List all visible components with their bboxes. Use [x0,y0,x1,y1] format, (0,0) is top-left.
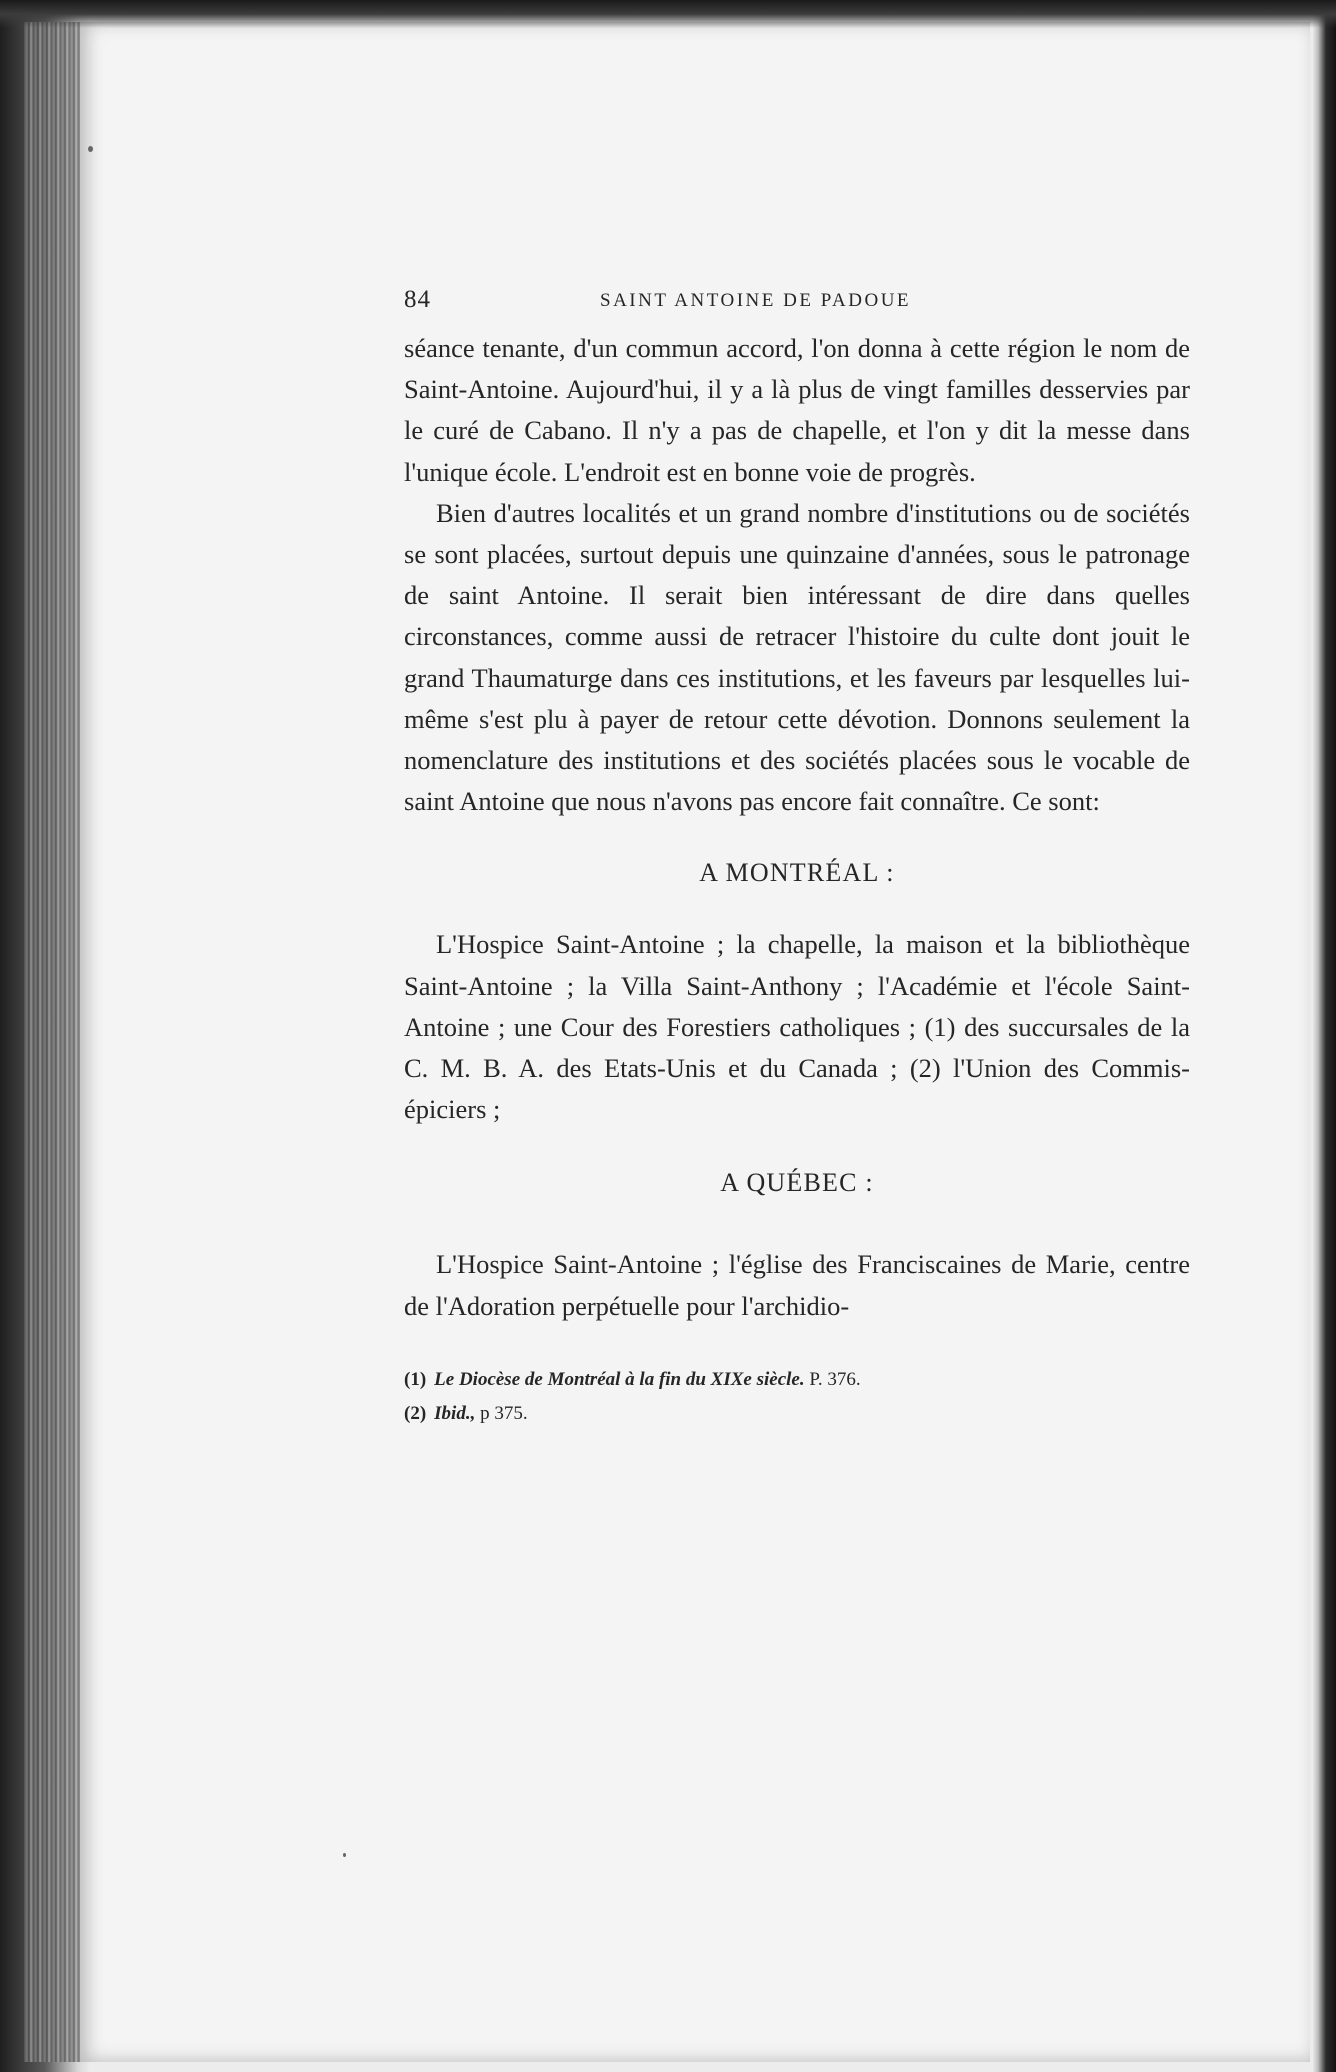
running-head [404,282,1190,328]
footnote-title: Le Diocèse de Montréal à la fin du XIXe siècle. [434,1368,805,1390]
top-shadow [0,0,1336,28]
footnote-mark: (1) [404,1368,427,1390]
footnote-2 [404,1397,1190,1431]
page-number: 84 [404,286,431,313]
section-heading-quebec: A QUÉBEC : [720,1168,874,1198]
footnote-1 [404,1363,1190,1397]
right-page-edge [1312,0,1336,2072]
paragraph-institutions: Bien d'autres localités et un grand nombre d'institutions ou de sociétés se sont placées, surtout depuis une quinzaine d'années, sous le patronage de saint Antoine. Il serait bien intéressant de dire dans quelles circonstances, comme aussi de retracer l'histoire du culte dont jouit le grand Thaumaturge dans ces institutions, et les faveurs par lesquelles lui-même s'est plu à payer de retour cette dévotion. Donnons seulement la nomenclature des institutions et des sociétés placées sous le vocable de saint Antoine que nous n'avons pas encore fait connaître. Ce sont: [404,497,1190,817]
running-title: SAINT ANTOINE DE PADOUE [600,290,912,311]
footnote-mark: (2) [404,1402,427,1424]
section-text-quebec: L'Hospice Saint-Antoine ; l'église des Franciscaines de Marie, centre de l'Adoration perpétuelle pour l'archidio- [404,1249,1190,1321]
footnote-ref: p 375. [480,1402,528,1424]
footnotes [404,1363,1190,1431]
section-text-montreal: L'Hospice Saint-Antoine ; la chapelle, la maison et la bibliothèque Saint-Antoine ; la Villa Saint-Anthony ; l'Académie et l'école Saint-Antoine ; une Cour des Forestiers catholiques ; (1) des succursales de la C. M. B. A. des Etats-Unis et du Canada ; (2) l'Union des Commis-épiciers ; [404,929,1190,1125]
section-heading-montreal: A MONTRÉAL : [699,858,895,888]
page-content [404,282,1190,1431]
paragraph-continuation: séance tenante, d'un commun accord, l'on donna à cette région le nom de Saint-Antoine. Aujourd'hui, il y a là plus de vingt familles desservies par le curé de Cabano. Il n'y a pas de chapelle, et l'on y dit la messe dans l'unique école. L'endroit est en bonne voie de progrès. [404,333,1190,487]
scan-speck [343,1853,346,1857]
footnote-title: Ibid., [434,1402,476,1424]
footnote-ref: P. 376. [809,1368,861,1390]
scan-speck [88,146,93,152]
